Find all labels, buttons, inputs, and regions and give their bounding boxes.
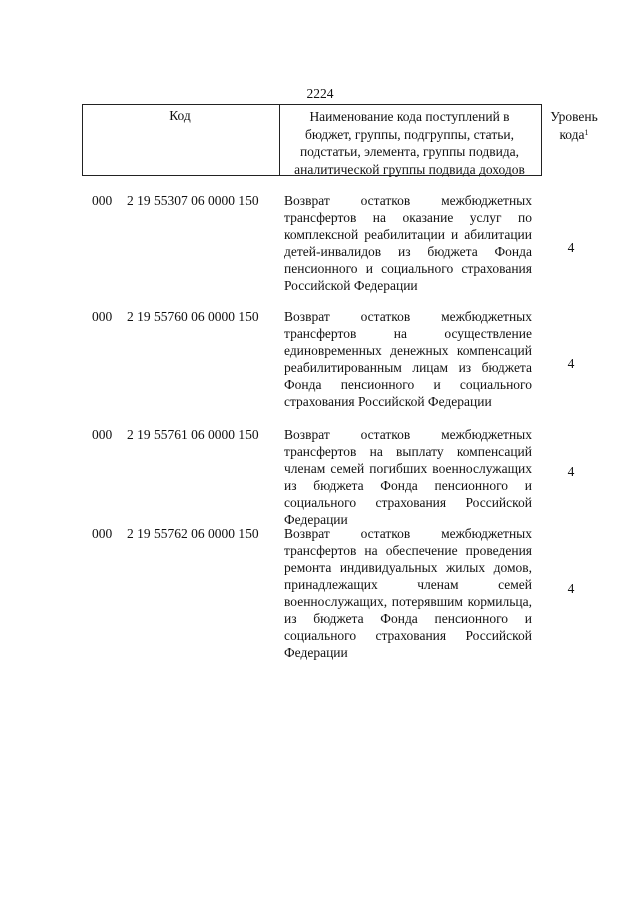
footnote-marker: 1 — [584, 127, 589, 137]
table-row — [0, 308, 640, 426]
table-row — [0, 426, 640, 527]
header-name-line: бюджет, группы, подгруппы, статьи, — [305, 126, 514, 142]
header-name-line: подстатьи, элемента, группы подвида, — [299, 144, 520, 159]
table-row — [0, 192, 640, 307]
admin-code: 000 — [92, 309, 113, 324]
revenue-code: 2 19 55307 06 0000 150 — [127, 193, 259, 208]
revenue-code: 2 19 55760 06 0000 150 — [127, 309, 259, 324]
admin-code: 000 — [92, 427, 113, 442]
description: Возврат остатков межбюджетных трансфертов на осуществление единовременных денежных компенсаций реабилитированным лицам из бюджета Фонда пенсионного и социального страхования Российской Федерации — [284, 309, 532, 409]
level: 4 — [567, 240, 575, 255]
admin-code: 000 — [92, 193, 113, 208]
description: Возврат остатков межбюджетных трансфертов на выплату компенсаций членам семей погибших военнослужащих из бюджета Фонда пенсионного и социального страхования Российской Федерации — [284, 427, 532, 527]
header-name-line: аналитической группы подвида доходов — [294, 161, 525, 177]
page-number: 2224 — [306, 86, 334, 101]
header-level — [543, 108, 605, 143]
revenue-code: 2 19 55761 06 0000 150 — [127, 427, 259, 442]
table-row — [0, 525, 640, 660]
revenue-code: 2 19 55762 06 0000 150 — [127, 526, 259, 541]
level: 4 — [567, 464, 575, 479]
header-name-line: Наименование кода поступлений в — [309, 109, 510, 124]
header-name — [281, 108, 538, 178]
header-code: Код — [169, 108, 191, 123]
header-level-line2: кода — [559, 126, 585, 142]
description: Возврат остатков межбюджетных трансфертов на обеспечение проведения ремонта индивидуальных жилых домов, принадлежащих членам семей военнослужащих, потерявшим кормильца, из бюджета Фонда пенсионного и социального страхования Российской Федерации — [284, 526, 532, 660]
level: 4 — [567, 356, 575, 371]
description: Возврат остатков межбюджетных трансфертов на оказание услуг по комплексной реабилитации и абилитации детей-инвалидов из бюджета Фонда пенсионного и социального страхования Российской Федерации — [284, 193, 532, 293]
admin-code: 000 — [92, 526, 113, 541]
table-header — [82, 104, 598, 177]
level: 4 — [567, 581, 575, 596]
header-level-line1: Уровень — [550, 109, 598, 124]
header-divider-2 — [541, 105, 542, 175]
header-divider-1 — [279, 105, 280, 175]
